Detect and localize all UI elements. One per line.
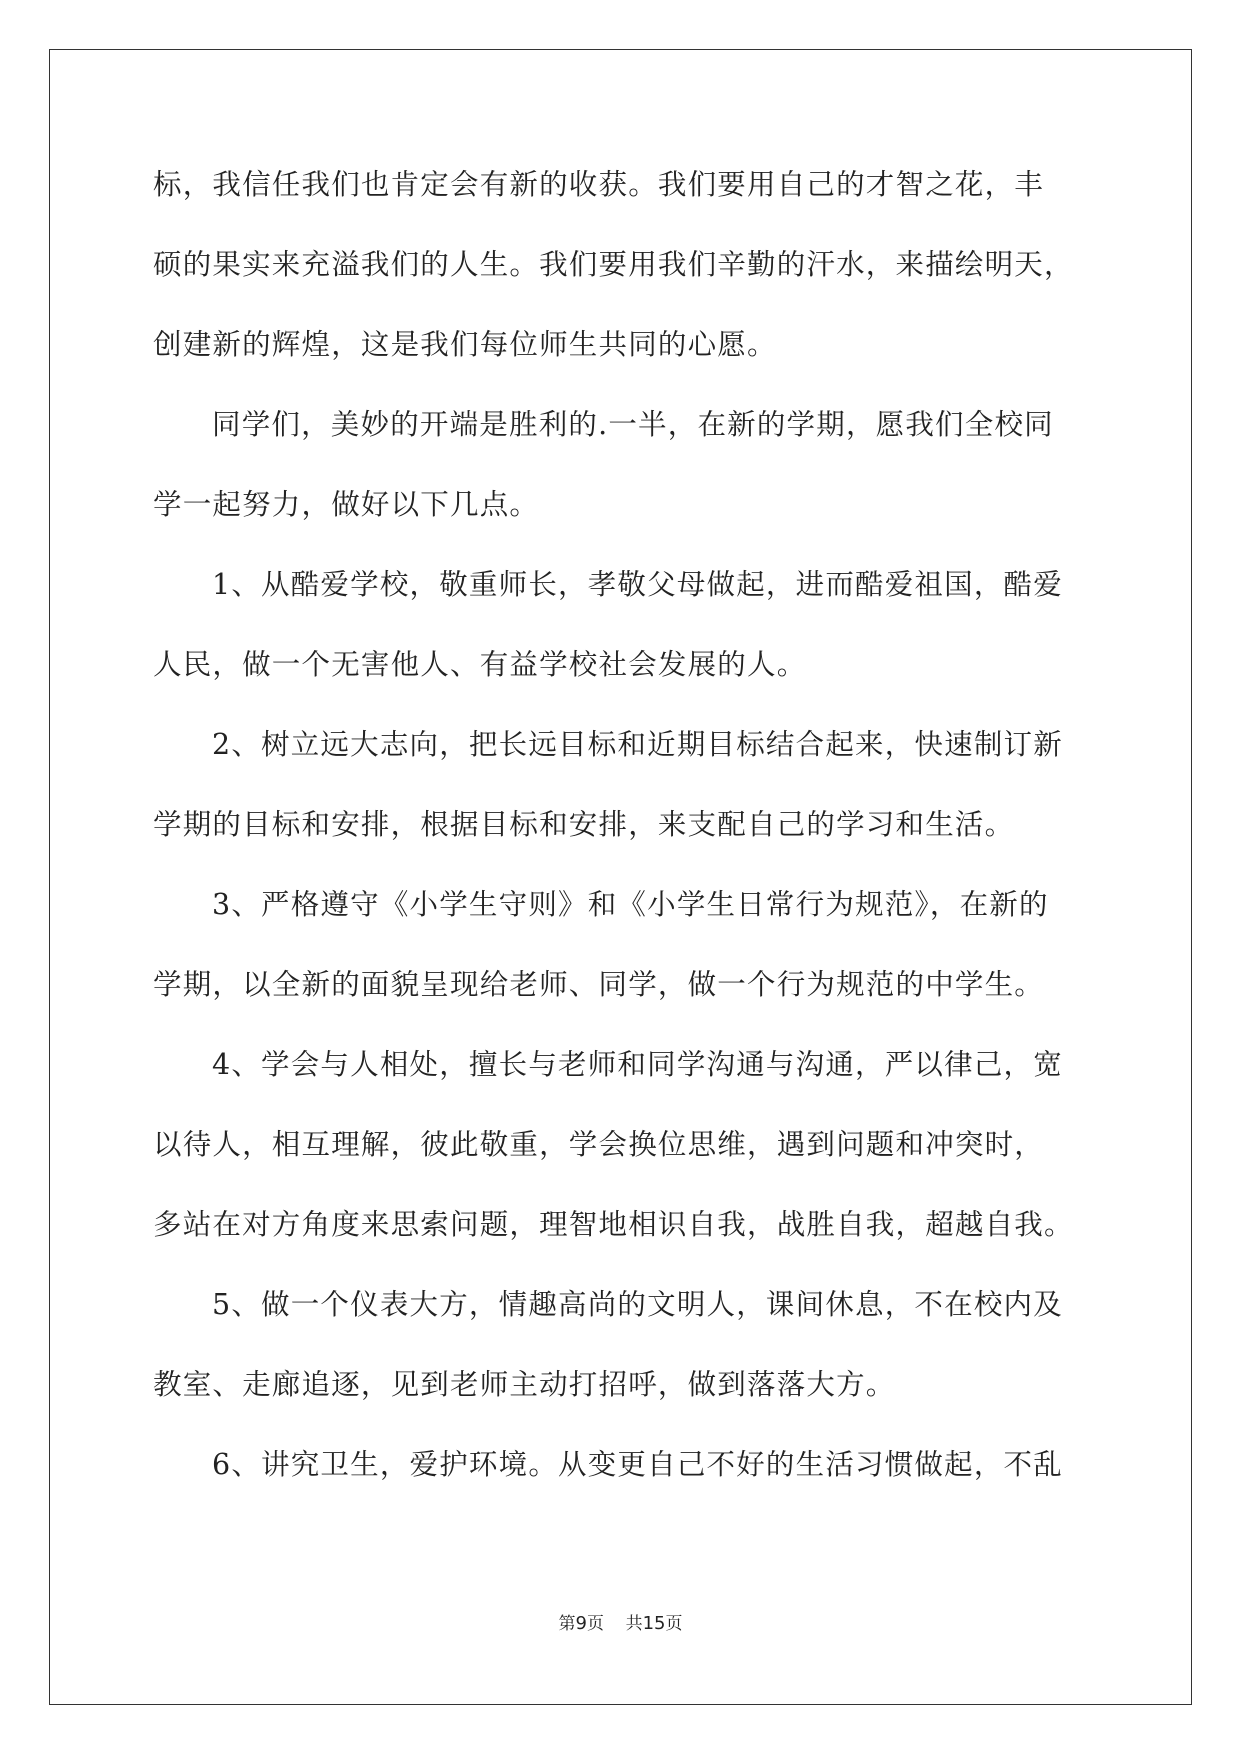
total-prefix: 共 (625, 1614, 643, 1634)
list-item-2-line: 2、树立远大志向，把长远目标和近期目标结合起来，快速制订新 (212, 728, 1063, 761)
body-line: 教室、走廊追逐，见到老师主动打招呼，做到落落大方。 (153, 1368, 896, 1401)
list-item-5-line: 5、做一个仪表大方，情趣高尚的文明人，课间休息，不在校内及 (212, 1288, 1063, 1321)
total-pages: 15 (642, 1613, 666, 1634)
page-prefix: 第 (558, 1614, 576, 1634)
paragraph-first-line: 同学们，美妙的开端是胜利的.一半，在新的学期，愿我们全校同 (212, 408, 1054, 441)
body-line: 多站在对方角度来思索问题，理智地相识自我，战胜自我，超越自我。 (153, 1208, 1074, 1241)
page-number: 9 (575, 1613, 587, 1634)
list-item-4-line: 4、学会与人相处，擅长与老师和同学沟通与沟通，严以律己，宽 (212, 1048, 1063, 1081)
total-suffix: 页 (665, 1614, 683, 1634)
list-item-6-line: 6、讲究卫生，爱护环境。从变更自己不好的生活习惯做起，不乱 (212, 1448, 1063, 1481)
body-line: 学一起努力，做好以下几点。 (153, 488, 540, 521)
list-item-1-line: 1、从酷爱学校，敬重师长，孝敬父母做起，进而酷爱祖国，酷爱 (212, 568, 1063, 601)
list-item-3-line: 3、严格遵守《小学生守则》和《小学生日常行为规范》，在新的 (212, 888, 1049, 921)
body-line: 学期的目标和安排，根据目标和安排，来支配自己的学习和生活。 (153, 808, 1015, 841)
body-line: 人民，做一个无害他人、有益学校社会发展的人。 (153, 648, 807, 681)
page-footer (0, 1613, 1241, 1635)
body-line: 硕的果实来充溢我们的人生。我们要用我们辛勤的汗水，来描绘明天， (153, 248, 1074, 281)
body-line: 学期，以全新的面貌呈现给老师、同学，做一个行为规范的中学生。 (153, 968, 1045, 1001)
page-suffix: 页 (586, 1614, 604, 1634)
body-line: 以待人，相互理解，彼此敬重，学会换位思维，遇到问题和冲突时， (153, 1128, 1045, 1161)
body-line: 标，我信任我们也肯定会有新的收获。我们要用自己的才智之花，丰 (153, 168, 1045, 201)
body-line: 创建新的辉煌，这是我们每位师生共同的心愿。 (153, 328, 777, 361)
